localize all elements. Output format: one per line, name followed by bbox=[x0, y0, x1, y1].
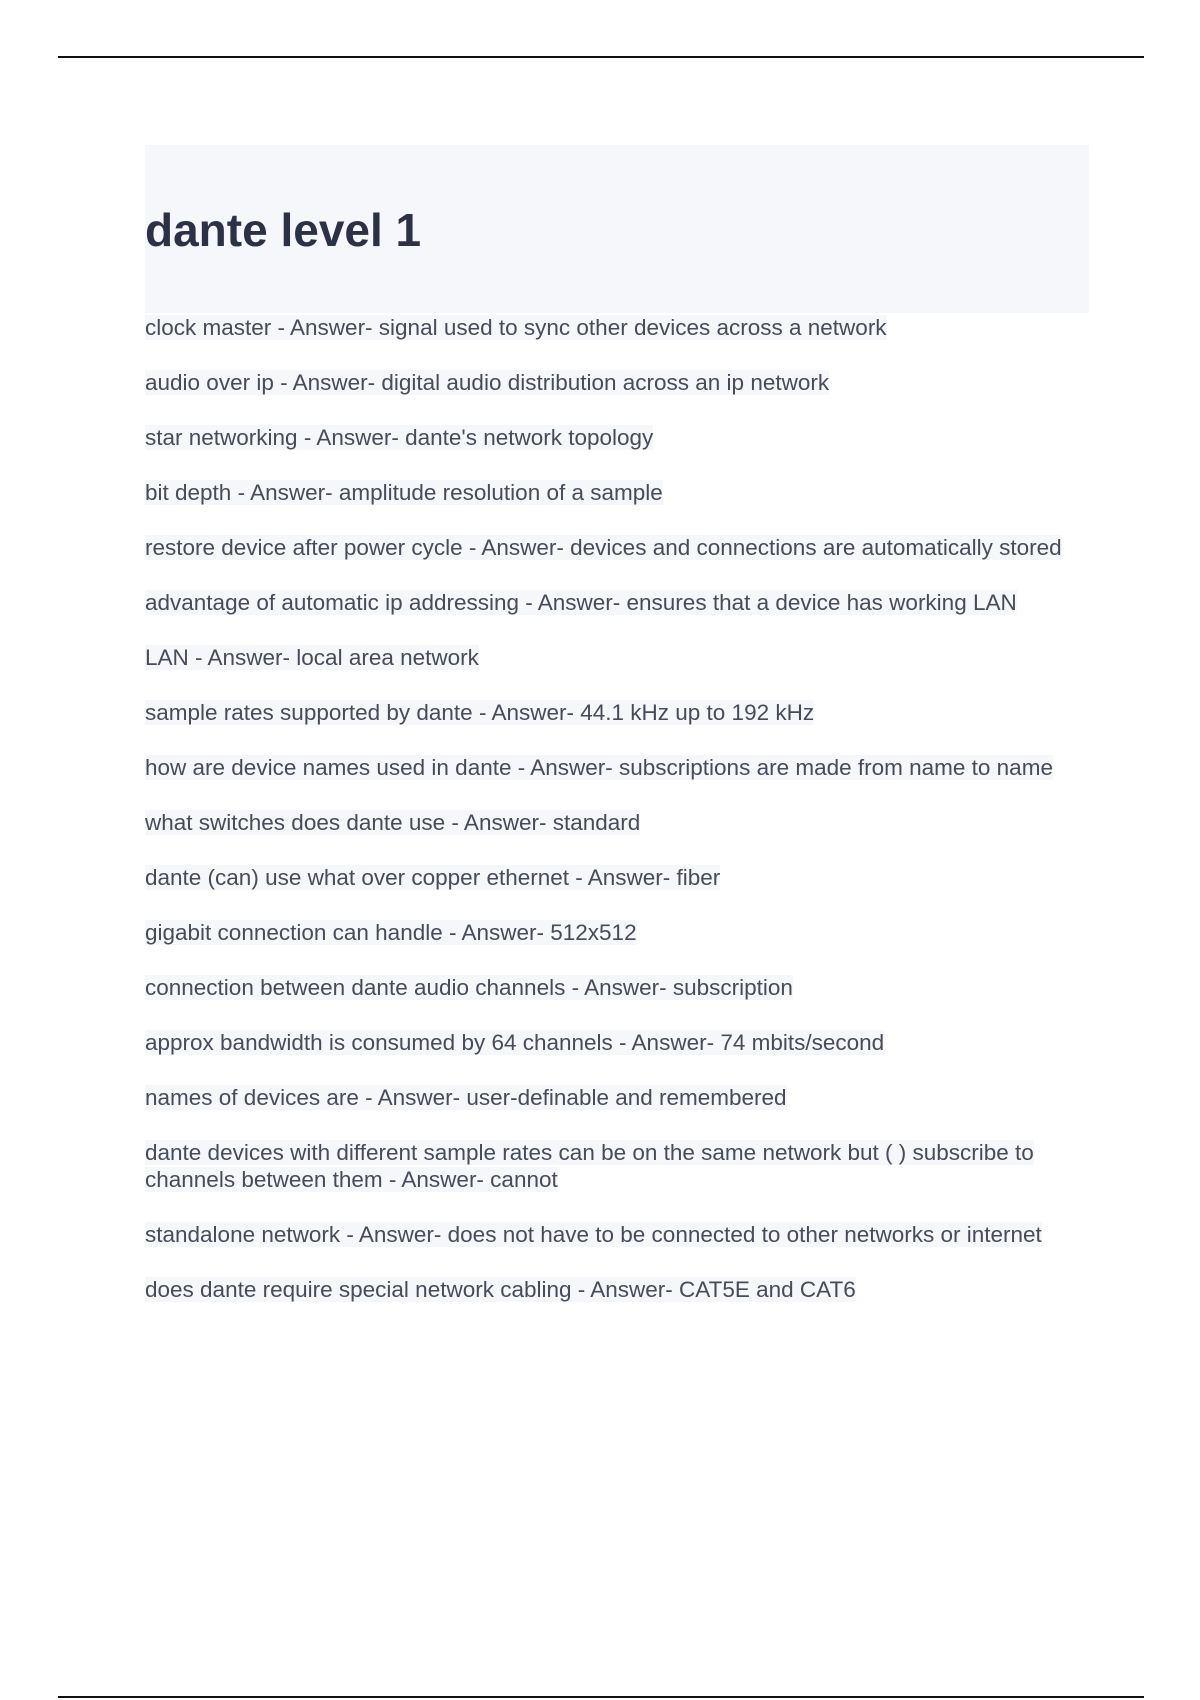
qa-text: gigabit connection can handle - Answer- 512x512 bbox=[145, 920, 637, 945]
qa-text: star networking - Answer- dante's network topology bbox=[145, 425, 654, 450]
qa-item bbox=[145, 589, 1089, 616]
qa-text: advantage of automatic ip addressing - Answer- ensures that a device has working LAN bbox=[145, 590, 1017, 615]
qa-item bbox=[145, 314, 1089, 341]
qa-item bbox=[145, 1276, 1089, 1303]
qa-text: dante (can) use what over copper ethernet - Answer- fiber bbox=[145, 865, 721, 890]
qa-text: dante devices with different sample rates can be on the same network but ( ) subscribe to channels between them - Answer- cannot bbox=[145, 1140, 1034, 1192]
page-title: dante level 1 bbox=[145, 204, 422, 256]
qa-item bbox=[145, 1029, 1089, 1056]
qa-item bbox=[145, 919, 1089, 946]
title-block bbox=[145, 145, 1089, 313]
qa-text: connection between dante audio channels - Answer- subscription bbox=[145, 975, 793, 1000]
qa-text: standalone network - Answer- does not have to be connected to other networks or internet bbox=[145, 1222, 1042, 1247]
qa-text: names of devices are - Answer- user-definable and remembered bbox=[145, 1085, 787, 1110]
qa-item bbox=[145, 754, 1089, 781]
qa-item bbox=[145, 699, 1089, 726]
qa-item bbox=[145, 534, 1089, 561]
qa-item bbox=[145, 1139, 1089, 1193]
qa-text: what switches does dante use - Answer- standard bbox=[145, 810, 641, 835]
qa-list bbox=[145, 314, 1089, 1331]
qa-item bbox=[145, 1221, 1089, 1248]
qa-item bbox=[145, 809, 1089, 836]
qa-text: restore device after power cycle - Answer- devices and connections are automatically stored bbox=[145, 535, 1062, 560]
qa-text: bit depth - Answer- amplitude resolution of a sample bbox=[145, 480, 663, 505]
qa-text: approx bandwidth is consumed by 64 channels - Answer- 74 mbits/second bbox=[145, 1030, 885, 1055]
qa-item bbox=[145, 479, 1089, 506]
qa-item bbox=[145, 1084, 1089, 1111]
qa-text: sample rates supported by dante - Answer- 44.1 kHz up to 192 kHz bbox=[145, 700, 815, 725]
qa-item bbox=[145, 974, 1089, 1001]
qa-item bbox=[145, 644, 1089, 671]
qa-text: clock master - Answer- signal used to sync other devices across a network bbox=[145, 315, 887, 340]
qa-item bbox=[145, 424, 1089, 451]
bottom-rule bbox=[58, 1696, 1144, 1698]
qa-item bbox=[145, 864, 1089, 891]
qa-item bbox=[145, 369, 1089, 396]
qa-text: how are device names used in dante - Answer- subscriptions are made from name to name bbox=[145, 755, 1053, 780]
qa-text: does dante require special network cabling - Answer- CAT5E and CAT6 bbox=[145, 1277, 856, 1302]
qa-text: LAN - Answer- local area network bbox=[145, 645, 479, 670]
qa-text: audio over ip - Answer- digital audio distribution across an ip network bbox=[145, 370, 830, 395]
top-rule bbox=[58, 56, 1144, 58]
